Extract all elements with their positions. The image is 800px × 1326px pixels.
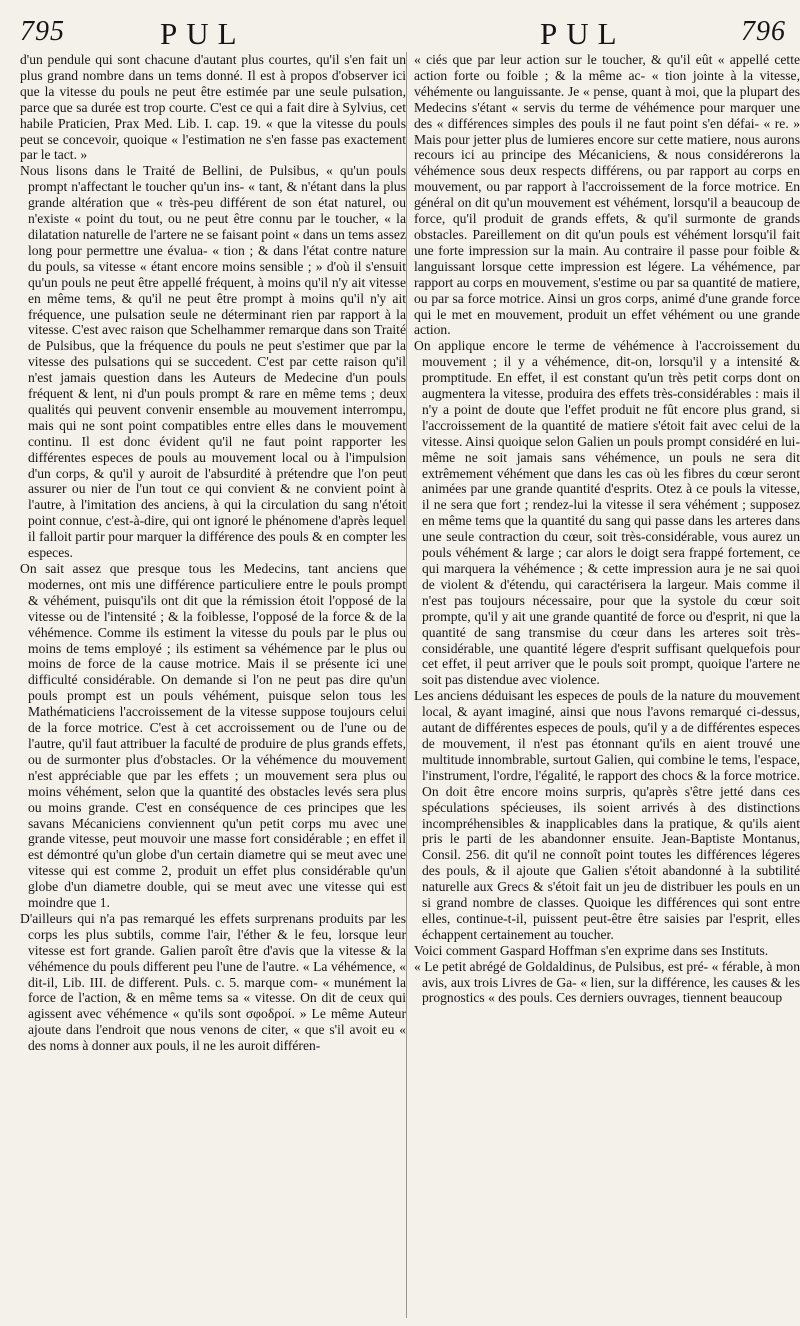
right-paragraph-1: « ciés que par leur action sur le toucher, & qu'il eût « appellé cette action forte ou foible ; & la même ac- « tion jointe à la vitesse, véhémente ou languissante. Je « pense, quant à moi, que la plupart des Medecins s'étant « servis du terme de véhémence pour marquer une des « différences simples des pouls il ne faut point s'en défai- « re. » Mais pour jetter plus de lumieres encore sur cette matiere, nous aurons recours ici au principe des Mécaniciens, & nous considérerons la véhémence sous deux respects différens, ou par rapport au corps en mouvement, ou par rapport à l'accroissement de la force motrice. En général on dit qu'un mouvement est véhément, lorsqu'il a beaucoup de force, qu'il produit de grands effets, & qu'il surmonte de grands obstacles. Pareillement on dit qu'un pouls est véhément lorsqu'il fait une forte impression sur la main. Au contraire il passe pour foible & languissant lorsque cette impression est légere. La véhémence, par rapport au corps en mouvement, s'estime ou par sa quantité de matiere, ou par sa force motrice. Ainsi un gros corps, animé d'une grande force qui le met en mouvement, produit un effet véhément ou une grande action. bbox=[414, 52, 800, 338]
right-paragraph-5: « Le petit abrégé de Goldaldinus, de Pulsibus, est pré- « férable, à mon avis, aux trois Livres de Ga- « lien, sur la différence, les causes & les prognostics « des pouls. Ces derniers ouvrages, tiennent beaucoup bbox=[414, 958, 800, 1006]
right-paragraph-4: Voici comment Gaspard Hoffman s'en exprime dans ses Instituts. bbox=[414, 942, 769, 958]
left-running-head: PUL bbox=[160, 16, 246, 51]
right-column bbox=[414, 52, 800, 1318]
right-page-number: 796 bbox=[741, 16, 786, 47]
right-paragraph-3: Les anciens déduisant les especes de pouls de la nature du mouvement local, & ayant imaginé, ainsi que nous l'avons remarqué ci-dessus, autant de différentes especes de pouls, qu'il y a de différentes especes de mouvement, il n'est pas étonnant qu'ils en aient trouvé une multitude innombrable, surtout Galien, qui combine le tems, l'espace, l'instrument, l'ordre, l'égalité, le rapport des chocs & la force motrice. On doit être encore moins surpris, qu'après s'être jetté dans ces spéculations spécieuses, ils soient arrivés à des distinctions incompréhensibles & inapplicables dans la pratique, & qu'ils aient pris le parti de les abandonner ensuite. Jean-Baptiste Montanus, Consil. 256. dit qu'il ne connoît point toutes les différences légeres des pouls, & il ajoute que Galien s'étoit abandonné à la subtilité naturelle aux Grecs & s'étoit fait un jeu de distribuer les pouls en un si grand nombre de classes. Quoique les différences qui sont entre elles, continue-t-il, puissent peut-être être saisies par l'esprit, elles échappent certainement au toucher. bbox=[414, 688, 800, 942]
left-column bbox=[20, 52, 406, 1318]
left-paragraph-2: Nous lisons dans le Traité de Bellini, de Pulsibus, « qu'un pouls prompt n'affectant le toucher qu'un ins- « tant, & n'étant dans la plus grande altération que « très-peu différent de son état naturel, ou n'existe « point du tout, ou ne peut être connu par le toucher, « la dilatation naturelle de l'artere ne se faisant point « dans un tems assez long pour permettre une évalua- « tion ; & dans l'état contre nature du pouls, sa vitesse « étant encore moins sensible ; » d'où il s'ensuit qu'un pouls ne peut être appellé fréquent, à moins qu'il n'y ait vitesse en même tems, & qu'il ne peut être prompt à moins qu'il n'y ait fréquence, une pulsation seule ne déterminant rien par rapport à la vitesse. C'est avec raison que Schelhammer remarque dans son Traité de Pulsibus, que la fréquence du pouls ne peut s'estimer que par la vitesse des pulsations qui se succedent. C'est par cette raison qu'il n'est jamais question dans les Auteurs de Medecine d'un pouls fréquent & lent, ni d'un pouls prompt & rare en même tems ; deux qualités qui peuvent convenir ensemble au mouvement interrompu, mais qui ne sont point compatibles entre elles dans le mouvement continu. Il est donc évident qu'il ne faut point rapporter les différentes especes de pouls au mouvement local ou à l'impulsion d'un corps, & qu'il y auroit de l'absurdité à prétendre que l'on peut assurer ou nier de l'un tout ce qui convient & ne convient point à l'autre, à l'imitation des anciens, à qui la circulation du sang n'étoit point connue, c'est-à-dire, qui ont ignoré le phénomene d'après lequel il falloit partir pour marquer la différence des pouls & en compter les especes. bbox=[20, 163, 406, 561]
right-paragraph-2: On applique encore le terme de véhémence à l'accroissement du mouvement ; il y a véhémence, dit-on, lorsqu'il y a intensité & promptitude. En effet, il est constant qu'un très petit corps dont on augmentera la vitesse, produira des effets très-considérables : mais il n'y a point de doute que l'effet produit ne fût encore plus grand, si l'accroissement de la quantité de matiere s'étoit fait avec celui de la vitesse. Ainsi quoique selon Galien un pouls prompt considéré en lui-même ne soit jamais sans véhémence, un pouls ne sera dit extrêmement véhément que dans les cas où les fibres du cœur seront animées par une grande quantité d'esprits. Otez à ce pouls la vitesse, il ne sera que fort ; rendez-lui la vitesse il sera véhément ; supposez en même tems que la quantité du sang qui passe dans les arteres dans une seule contraction du cœur, soit très-considérable, vous aurez un pouls véhément & large ; car alors le doigt sera frappé fortement, ce qui marquera la véhémence ; & cette impression aura je ne sai quoi de violent & d'étendu, qui caractérisera la largeur. Mais comme il n'est pas toujours nécessaire, pour que la systole du cœur soit prompte, qu'il y ait une grande quantité de force ou d'esprit, ni que la quantité de sang transmise du cœur dans les arteres soit très-considérable, une quantité légere d'esprit suffisant quelquefois pour cet effet, il peut arriver que le pouls soit prompt, quoique l'artere ne soit pas distendue avec violence. bbox=[414, 338, 800, 688]
left-paragraph-3: On sait assez que presque tous les Medecins, tant anciens que modernes, ont mis une différence particuliere entre le pouls prompt & véhément, puisqu'ils ont dit que la rémission étoit l'opposé de la vitesse ou de l'intensité ; & la foiblesse, l'opposé de la force & de la véhémence. Comme ils estiment la vitesse du pouls par le plus ou moins de tems employé ; ils estiment sa véhémence par le plus ou moins de force de la cause motrice. Mais il se présente ici une difficulté considérable. On demande si l'on ne peut pas dire qu'un pouls prompt est un pouls véhément, puisque selon tous les Mathématiciens l'accroissement de la vitesse suppose toujours celui de la force motrice. C'est à cet accroissement ou de l'une ou de l'autre, qu'il faut attribuer la faculté de produire de plus grands effets, ou de surmonter plus d'obstacles. Or la véhémence du mouvement n'est appréciable que par les effets ; un mouvement sera plus ou moins véhément, selon que la quantité des obstacles levés sera plus ou moins grande. C'est en conséquence de ces principes que les savans Mécaniciens conviennent qu'un petit corps mu avec une grande vitesse, peut mouvoir une masse fort considérable ; en effet il est démontré qu'un globe d'un certain diametre qui se meut avec une vitesse qui est comme 2, produit un effet plus considérable qu'un globe d'un diametre double, qui se meut avec une vitesse qui est moindre que 1. bbox=[20, 561, 406, 911]
left-paragraph-1: d'un pendule qui sont chacune d'autant plus courtes, qu'il s'en fait un plus grand nombre dans un tems donné. Il est à propos d'observer ici que la vitesse du pouls ne peut être estimée par une seule pulsation, parce que sa durée est trop courte. C'est ce qui a fait dire à Sylvius, cet habile Praticien, Prax Med. Lib. I. cap. 19. « que la vitesse du pouls peut se concevoir, quoique « l'estimation ne s'en fasse pas exactement par le tact. » bbox=[20, 52, 406, 163]
column-divider bbox=[406, 52, 407, 1318]
right-running-head: PUL bbox=[540, 16, 626, 51]
page-header bbox=[0, 0, 800, 52]
left-paragraph-4: D'ailleurs qui n'a pas remarqué les effets surprenans produits par les corps les plus subtils, comme l'air, l'éther & le feu, lorsque leur vitesse est fort grande. Galien paroît être d'avis que la vitesse & la véhémence du pouls different peu l'une de l'autre. « La véhémence, « dit-il, Lib. III. de different. Puls. c. 5. marque com- « munément la force de l'action, & en même tems sa « vitesse. On dit de ceux qui agissent avec véhémence « qu'ils sont σφοδροί. » Le même Auteur ajoute dans l'endroit que nous venons de citer, « que s'il avoit eu « des noms à donner aux pouls, il ne les auroit différen- bbox=[20, 910, 406, 1054]
left-page-number: 795 bbox=[20, 16, 65, 47]
